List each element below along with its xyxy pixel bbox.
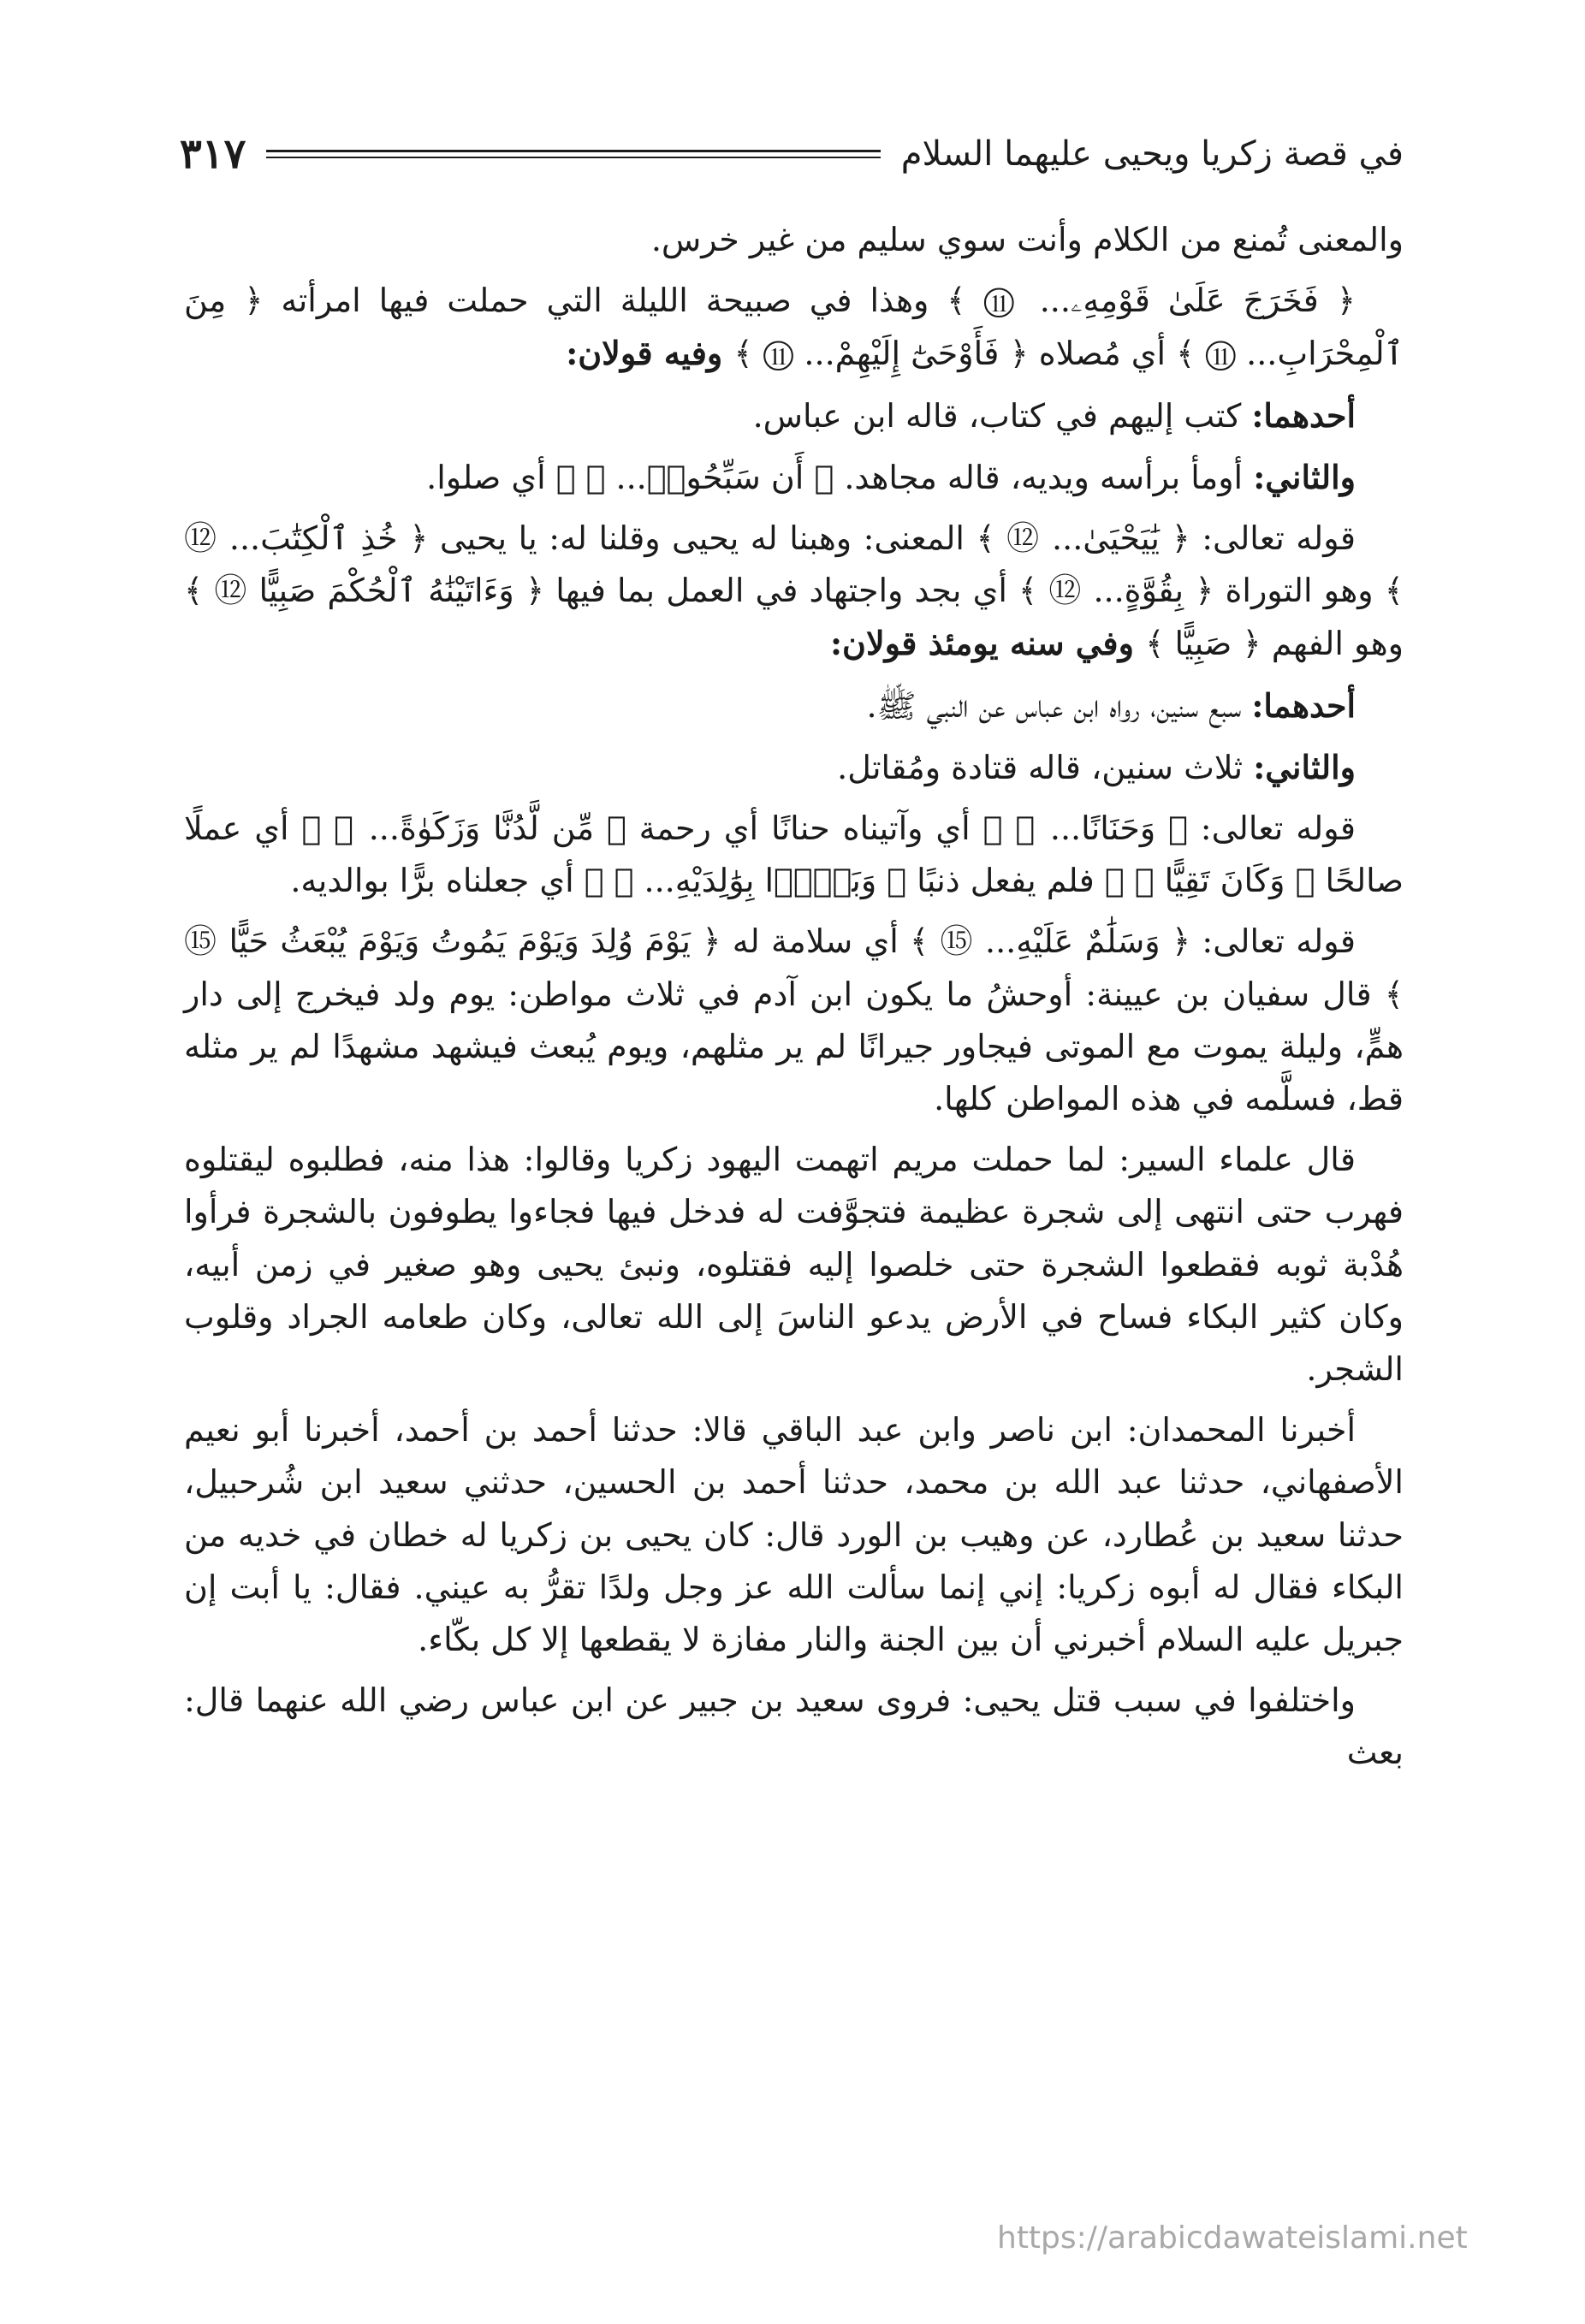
paragraph	[184, 1134, 1404, 1396]
paragraph-text: أومأ برأسه ويديه، قاله مجاهد. ﴿ أَن سَبِّحُوا۟... ⑪ ﴾ أي صلوا.	[426, 458, 1254, 496]
paragraph	[184, 513, 1404, 671]
paragraph	[184, 916, 1404, 1125]
running-title: في قصة زكريا ويحيى عليهما السلام	[900, 134, 1404, 174]
paragraph-text: قوله تعالى: ﴿ وَحَنَانًا... ⑬ ﴾ أي وآتيناه حنانًا أي رحمة ﴿ مِّن لَّدُنَّا وَزَكَوٰةً... ⑬ ﴾ أي عملًا صالحًا ﴿ وَكَانَ تَقِيًّا ⑬ ﴾ فلم يفعل ذنبًا ﴿ وَبَرًّۢا بِوَٰلِدَيْهِ... ⑭ ﴾ أي جعلناه برًّا بوالديه.	[184, 809, 1404, 900]
header-rule	[266, 150, 880, 158]
paragraph-text: ثلاث سنين، قاله قتادة ومُقاتل.	[837, 748, 1254, 786]
page-number: ٣١٧	[180, 130, 246, 178]
paragraph	[184, 214, 1404, 266]
running-header	[180, 120, 1404, 188]
page-body	[184, 214, 1404, 1788]
paragraph	[184, 275, 1404, 380]
paragraph-bold-tail: وفيه قولان:	[566, 334, 734, 373]
paragraph-text: قوله تعالى: ﴿ وَسَلَٰمٌ عَلَيْهِ... ⑮ ﴾ أي سلامة له ﴿ يَوْمَ وُلِدَ وَيَوْمَ يَمُوتُ وَيَوْمَ يُبْعَثُ حَيًّا ⑮ ﴾ قال سفيان بن عيينة: أوحشُ ما يكون ابن آدم في ثلاث مواطن: يوم ولد فيخرج إلى دار همٍّ، وليلة يموت مع الموتى فيجاور جيرانًا لم ير مثلهم، ويوم يُبعث فيشهد مشهدًا لم ير مثله قط، فسلَّمه في هذه المواطن كلها.	[184, 922, 1404, 1118]
paragraph	[184, 1675, 1404, 1779]
paragraph-text: سبع سنين، رواه ابن عباس عن النبي ﷺ.	[866, 686, 1252, 725]
paragraph-text: والمعنى تُمنع من الكلام وأنت سوي سليم من غير خرس.	[650, 221, 1404, 258]
paragraph	[184, 451, 1404, 504]
paragraph-label: والثاني:	[1253, 747, 1356, 786]
paragraph-label: أحدهما:	[1251, 395, 1356, 435]
paragraph-text: كتب إليهم في كتاب، قاله ابن عباس.	[752, 396, 1252, 435]
paragraph	[184, 1404, 1404, 1666]
paragraph	[184, 679, 1404, 732]
paragraph-label: والثاني:	[1253, 457, 1356, 496]
paragraph	[184, 389, 1404, 442]
paragraph-text: أخبرنا المحمدان: ابن ناصر وابن عبد الباقي قالا: حدثنا أحمد بن أحمد، أخبرنا أبو نعيم الأصفهاني، حدثنا عبد الله بن محمد، حدثنا أحمد بن الحسين، حدثني سعيد ابن شُرحبيل، حدثنا سعيد بن عُطارد، عن وهيب بن الورد قال: كان يحيى بن زكريا له خطان في خديه من البكاء فقال له أبوه زكريا: إني إنما سألت الله عز وجل ولدًا تقرُّ به عيني. فقال: يا أبت إن جبريل عليه السلام أخبرني أن بين الجنة والنار مفازة لا يقطعها إلا كل بكّاء.	[184, 1411, 1404, 1659]
paragraph	[184, 803, 1404, 907]
paragraph-text: قال علماء السير: لما حملت مريم اتهمت اليهود زكريا وقالوا: هذا منه، فطلبوه ليقتلوه فهرب حتى انتهى إلى شجرة عظيمة فتجوَّفت له فدخل فيها فجاءوا يطوفون بالشجرة فرأوا هُدْبة ثوبه فقطعوا الشجرة حتى خلصوا إليه فقتلوه، ونبئ يحيى وهو صغير في زمن أبيه، وكان كثير البكاء فساح في الأرض يدعو الناسَ إلى الله تعالى، وكان طعامه الجراد وقلوب الشجر.	[184, 1141, 1404, 1389]
paragraph	[184, 741, 1404, 794]
paragraph-bold-tail: وفي سنه يومئذ قولان:	[830, 624, 1146, 663]
source-watermark: https://arabicdawateislami.net	[997, 2220, 1468, 2256]
paragraph-text: قوله تعالى: ﴿ يَٰيَحْيَىٰ... ⑫ ﴾ المعنى: وهبنا له يحيى وقلنا له: يا يحيى ﴿ خُذِ ٱلْكِتَٰبَ... ⑫ ﴾ وهو التوراة ﴿ بِقُوَّةٍ... ⑫ ﴾ أي بجد واجتهاد في العمل بما فيها ﴿ وَءَاتَيْنَٰهُ ٱلْحُكْمَ صَبِيًّا ⑫ ﴾ وهو الفهم ﴿ صَبِيًّا ﴾	[184, 519, 1404, 663]
paragraph-text: ﴿ فَخَرَجَ عَلَىٰ قَوْمِهِۦ... ⑪ ﴾ وهذا في صبيحة الليلة التي حملت فيها امرأته ﴿ مِنَ ٱلْمِحْرَابِ... ⑪ ﴾ أي مُصلاه ﴿ فَأَوْحَىٰٓ إِلَيْهِمْ... ⑪ ﴾	[184, 282, 1404, 373]
paragraph-label: أحدهما:	[1251, 685, 1356, 725]
paragraph-text: واختلفوا في سبب قتل يحيى: فروى سعيد بن جبير عن ابن عباس رضي الله عنهما قال: بعث	[184, 1681, 1404, 1772]
